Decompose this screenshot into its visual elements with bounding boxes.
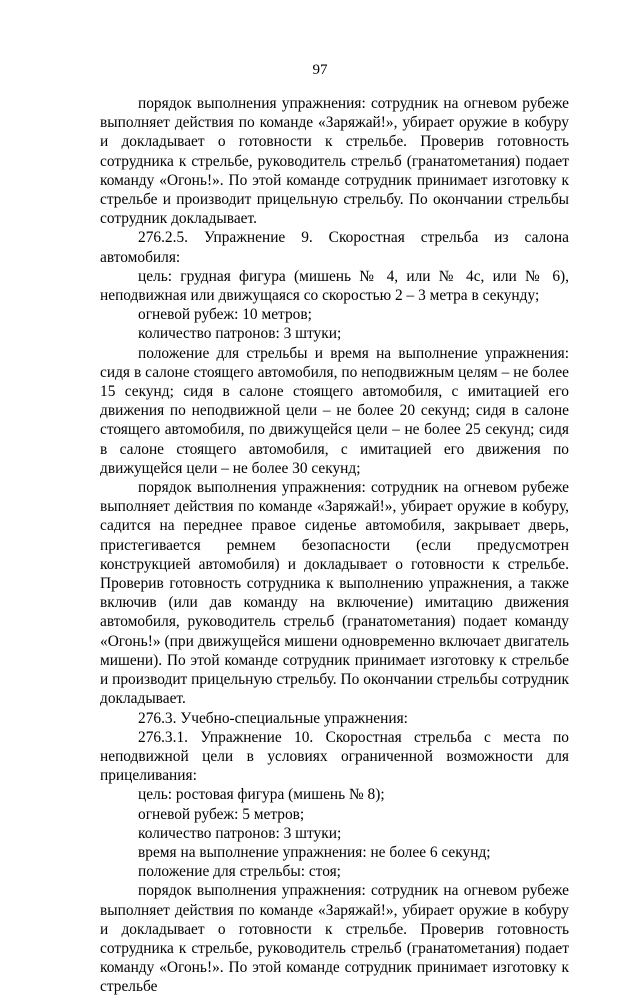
paragraph-14: положение для стрельбы: стоя; (138, 863, 341, 881)
paragraph-7: порядок выполнения упражнения: сотрудник на огневом рубеже выполняет действия по команде «Заряжай!», убирает оружие в кобуру, садится на переднее правое сиденье автомобиля, закрывает дверь, пристегивается ремнем безопасности (если предусмотрен конструкцией автомобиля) и докладывает о готовности к стрельбе. Проверив готовность сотрудника к выполнению упражнения, а также включив (или дав команду на включение) имитацию движения автомобиля, руководитель стрельб (гранатометания) подает команду «Огонь!» (при движущейся мишени одновременно включает двигатель мишени). По этой команде сотрудник принимает изготовку к стрельбе и производит прицельную стрельбу. По окончании стрельбы сотрудник докладывает. (100, 479, 569, 708)
document-body (100, 94, 569, 997)
page-number: 97 (312, 62, 328, 78)
paragraph-10: цель: ростовая фигура (мишень № 8); (138, 786, 385, 804)
paragraph-12: количество патронов: 3 штуки; (138, 824, 342, 842)
paragraph-8: 276.3. Учебно-специальные упражнения: (138, 709, 408, 727)
paragraph-13: время на выполнение упражнения: не более 6 секунд; (138, 843, 491, 861)
paragraph-6: положение для стрельбы и время на выполнение упражнения: сидя в салоне стоящего автомобиля, по неподвижным целям – не более 15 секунд; сидя в салоне стоящего автомобиля, с имитацией его движения по неподвижной цели – не более 20 секунд; сидя в салоне стоящего автомобиля, по движущейся цели – не более 25 секунд; сидя в салоне стоящего автомобиля, с имитацией его движения по движущейся цели – не более 30 секунд; (100, 344, 569, 477)
paragraph-4: огневой рубеж: 10 метров; (138, 306, 312, 324)
paragraph-15: порядок выполнения упражнения: сотрудник на огневом рубеже выполняет действия по команде «Заряжай!», убирает оружие в кобуру и докладывает о готовности к стрельбе. Проверив готовность сотрудника к стрельбе, руководитель стрельб (гранатометания) подает команду «Огонь!». По этой команде сотрудник принимает изготовку к стрельбе (100, 882, 569, 996)
paragraph-3: цель: грудная фигура (мишень № 4, или № 4с, или № 6), неподвижная или движущаяся со скоростью 2 – 3 метра в секунду; (100, 267, 569, 305)
paragraph-9: 276.3.1. Упражнение 10. Скоростная стрельба с места по неподвижной цели в условиях ограниченной возможности для прицеливания: (100, 728, 569, 785)
paragraph-11: огневой рубеж: 5 метров; (138, 805, 305, 823)
paragraph-2: 276.2.5. Упражнение 9. Скоростная стрельба из салона автомобиля: (100, 229, 569, 266)
paragraph-1: порядок выполнения упражнения: сотрудник на огневом рубеже выполняет действия по команде «Заряжай!», убирает оружие в кобуру и докладывает о готовности к стрельбе. Проверив готовность сотрудника к стрельбе, руководитель стрельб (гранатометания) подает команду «Огонь!». По этой команде сотрудник принимает изготовку к стрельбе и производит прицельную стрельбу. По окончании стрельбы сотрудник докладывает. (100, 95, 569, 228)
paragraph-5: количество патронов: 3 штуки; (138, 325, 342, 343)
